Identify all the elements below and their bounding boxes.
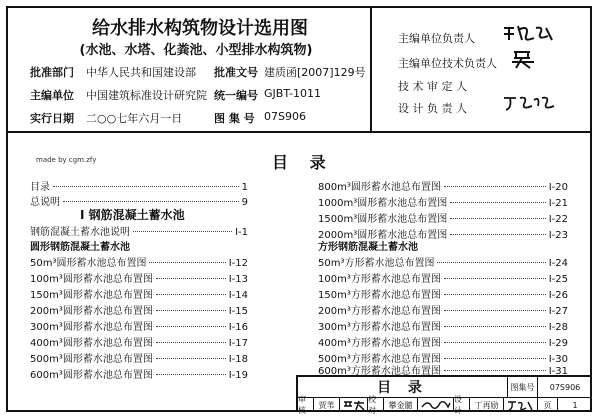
toc-row-label: 2000m³圆形蓄水池总布置图	[318, 230, 448, 241]
header-vertical-divider	[370, 6, 372, 132]
editor-label: 主编单位	[30, 89, 74, 102]
approve-doc: 建质函[2007]129号	[264, 66, 366, 79]
toc-row	[30, 302, 248, 317]
approve-dept-label: 批准部门	[30, 66, 74, 79]
unified-no-label: 统一编号	[214, 89, 258, 102]
toc-row-page: Ⅰ-17	[228, 338, 248, 349]
header-divider	[6, 131, 592, 133]
resp-tech-chief-label: 主编单位技术负责人	[398, 57, 497, 70]
toc-row	[318, 194, 568, 209]
toc-row-label: 400m³圆形蓄水池总布置图	[30, 338, 153, 349]
toc-row	[30, 350, 248, 365]
toc-row-page: Ⅰ-20	[548, 182, 568, 193]
designer-name: 丁再励	[470, 398, 504, 412]
resp-designer-label: 设 计 负 责 人	[398, 102, 467, 115]
title-block-atlas-label: 图集号	[508, 377, 538, 397]
review-label: 审核	[298, 398, 314, 412]
toc-row	[30, 318, 248, 333]
toc-row-page: Ⅰ-22	[548, 214, 568, 225]
title-block-name: 目 录	[298, 377, 508, 397]
toc-row-page: 9	[241, 197, 248, 208]
toc-row	[318, 318, 568, 333]
toc-row-page: Ⅰ-24	[548, 258, 568, 269]
toc-row-label: 100m³圆形蓄水池总布置图	[30, 274, 153, 285]
toc-row-label: 300m³方形蓄水池总布置图	[318, 322, 441, 333]
toc-row-page: Ⅰ-31	[548, 366, 568, 377]
toc-row-page: Ⅰ-26	[548, 290, 568, 301]
subsection-title: 方形钢筋混凝土蓄水池	[318, 242, 418, 253]
toc-row	[30, 254, 248, 269]
toc-row-label: 600m³方形蓄水池总布置图	[318, 366, 441, 377]
designer-signature	[504, 398, 538, 412]
toc-row	[318, 178, 568, 193]
reviewer-name: 贾苇	[314, 398, 340, 412]
toc-row-label: 300m³圆形蓄水池总布置图	[30, 322, 153, 333]
toc-row-page: Ⅰ-28	[548, 322, 568, 333]
check-label: 校对	[368, 398, 384, 412]
toc-row	[30, 286, 248, 301]
document-subtitle: (水池、水塔、化粪池、小型排水构筑物)	[79, 43, 313, 58]
page-label: 页	[538, 398, 558, 412]
toc-row	[318, 334, 568, 349]
resp-chief-label: 主编单位负责人	[398, 32, 475, 45]
toc-row	[318, 254, 568, 269]
page-number: 1	[572, 400, 578, 410]
toc-row	[318, 210, 568, 225]
toc-row-label: 200m³圆形蓄水池总布置图	[30, 306, 153, 317]
toc-row-page: Ⅰ-29	[548, 338, 568, 349]
toc-row	[318, 270, 568, 285]
toc-row-page: Ⅰ-21	[548, 198, 568, 209]
toc-row-page: Ⅰ-25	[548, 274, 568, 285]
toc-row-page: Ⅰ-30	[548, 354, 568, 365]
resp-reviewer-label: 技 术 审 定 人	[398, 80, 467, 93]
title-block	[296, 375, 592, 415]
toc-row-page: Ⅰ-13	[228, 274, 248, 285]
toc-row	[30, 334, 248, 349]
section-title: Ⅰ 钢筋混凝土蓄水池	[80, 208, 185, 222]
toc-row-page: Ⅰ-14	[228, 290, 248, 301]
approve-dept: 中华人民共和国建设部	[86, 66, 196, 79]
toc-row-label: 50m³圆形蓄水池总布置图	[30, 258, 147, 269]
toc-row-label: 1500m³圆形蓄水池总布置图	[318, 214, 448, 225]
toc-row-page: 1	[241, 182, 248, 193]
toc-row	[30, 223, 248, 238]
toc-row	[318, 302, 568, 317]
checker-signature	[418, 398, 454, 412]
toc-row-label: 50m³方形蓄水池总布置图	[318, 258, 435, 269]
title-block-atlas-no: 07S906	[549, 382, 581, 392]
toc-row	[30, 366, 248, 381]
signature-designer	[500, 92, 560, 114]
date: 二○○七年六月一日	[86, 112, 183, 125]
toc-row-label: 600m³圆形蓄水池总布置图	[30, 370, 153, 381]
document-title: 给水排水构筑物设计选用图	[92, 18, 308, 39]
toc-row	[30, 178, 248, 193]
toc-row-page: Ⅰ-18	[228, 354, 248, 365]
toc-row-label: 总说明	[30, 197, 60, 208]
approve-doc-label: 批准文号	[214, 66, 258, 79]
toc-row-page: Ⅰ-27	[548, 306, 568, 317]
toc-row-page: Ⅰ-1	[235, 227, 248, 238]
toc-row	[30, 270, 248, 285]
watermark-text: made by cgm.zfy	[36, 156, 97, 164]
toc-row-label: 500m³方形蓄水池总布置图	[318, 354, 441, 365]
toc-row-label: 150m³圆形蓄水池总布置图	[30, 290, 153, 301]
toc-row-label: 400m³方形蓄水池总布置图	[318, 338, 441, 349]
subsection-title: 圆形钢筋混凝土蓄水池	[30, 242, 130, 253]
signature-tech-chief	[500, 48, 560, 70]
reviewer-signature	[340, 398, 368, 412]
toc-row-page: Ⅰ-15	[228, 306, 248, 317]
toc-row-label: 目录	[30, 182, 50, 193]
editor: 中国建筑标准设计研究院	[86, 89, 207, 102]
toc-row-label: 800m³圆形蓄水池总布置图	[318, 182, 441, 193]
design-label: 设计	[454, 398, 470, 412]
toc-row-page: Ⅰ-12	[228, 258, 248, 269]
toc-row-label: 200m³方形蓄水池总布置图	[318, 306, 441, 317]
toc-title: 目 录	[272, 153, 334, 172]
signature-chief	[500, 22, 560, 44]
toc-row-label: 500m³圆形蓄水池总布置图	[30, 354, 153, 365]
toc-row-label: 150m³方形蓄水池总布置图	[318, 290, 441, 301]
toc-row-page: Ⅰ-16	[228, 322, 248, 333]
toc-row	[318, 286, 568, 301]
toc-row-page: Ⅰ-19	[228, 370, 248, 381]
atlas-label: 图 集 号	[214, 112, 255, 125]
toc-row-label: 钢筋混凝土蓄水池说明	[30, 227, 130, 238]
atlas-no: 07S906	[264, 110, 306, 123]
toc-row-label: 100m³方形蓄水池总布置图	[318, 274, 441, 285]
checker-name: 攀金髓	[384, 398, 418, 412]
date-label: 实行日期	[30, 112, 74, 125]
toc-row-label: 1000m³圆形蓄水池总布置图	[318, 198, 448, 209]
unified-no: GJBT-1011	[264, 87, 321, 100]
toc-row-page: Ⅰ-23	[548, 230, 568, 241]
